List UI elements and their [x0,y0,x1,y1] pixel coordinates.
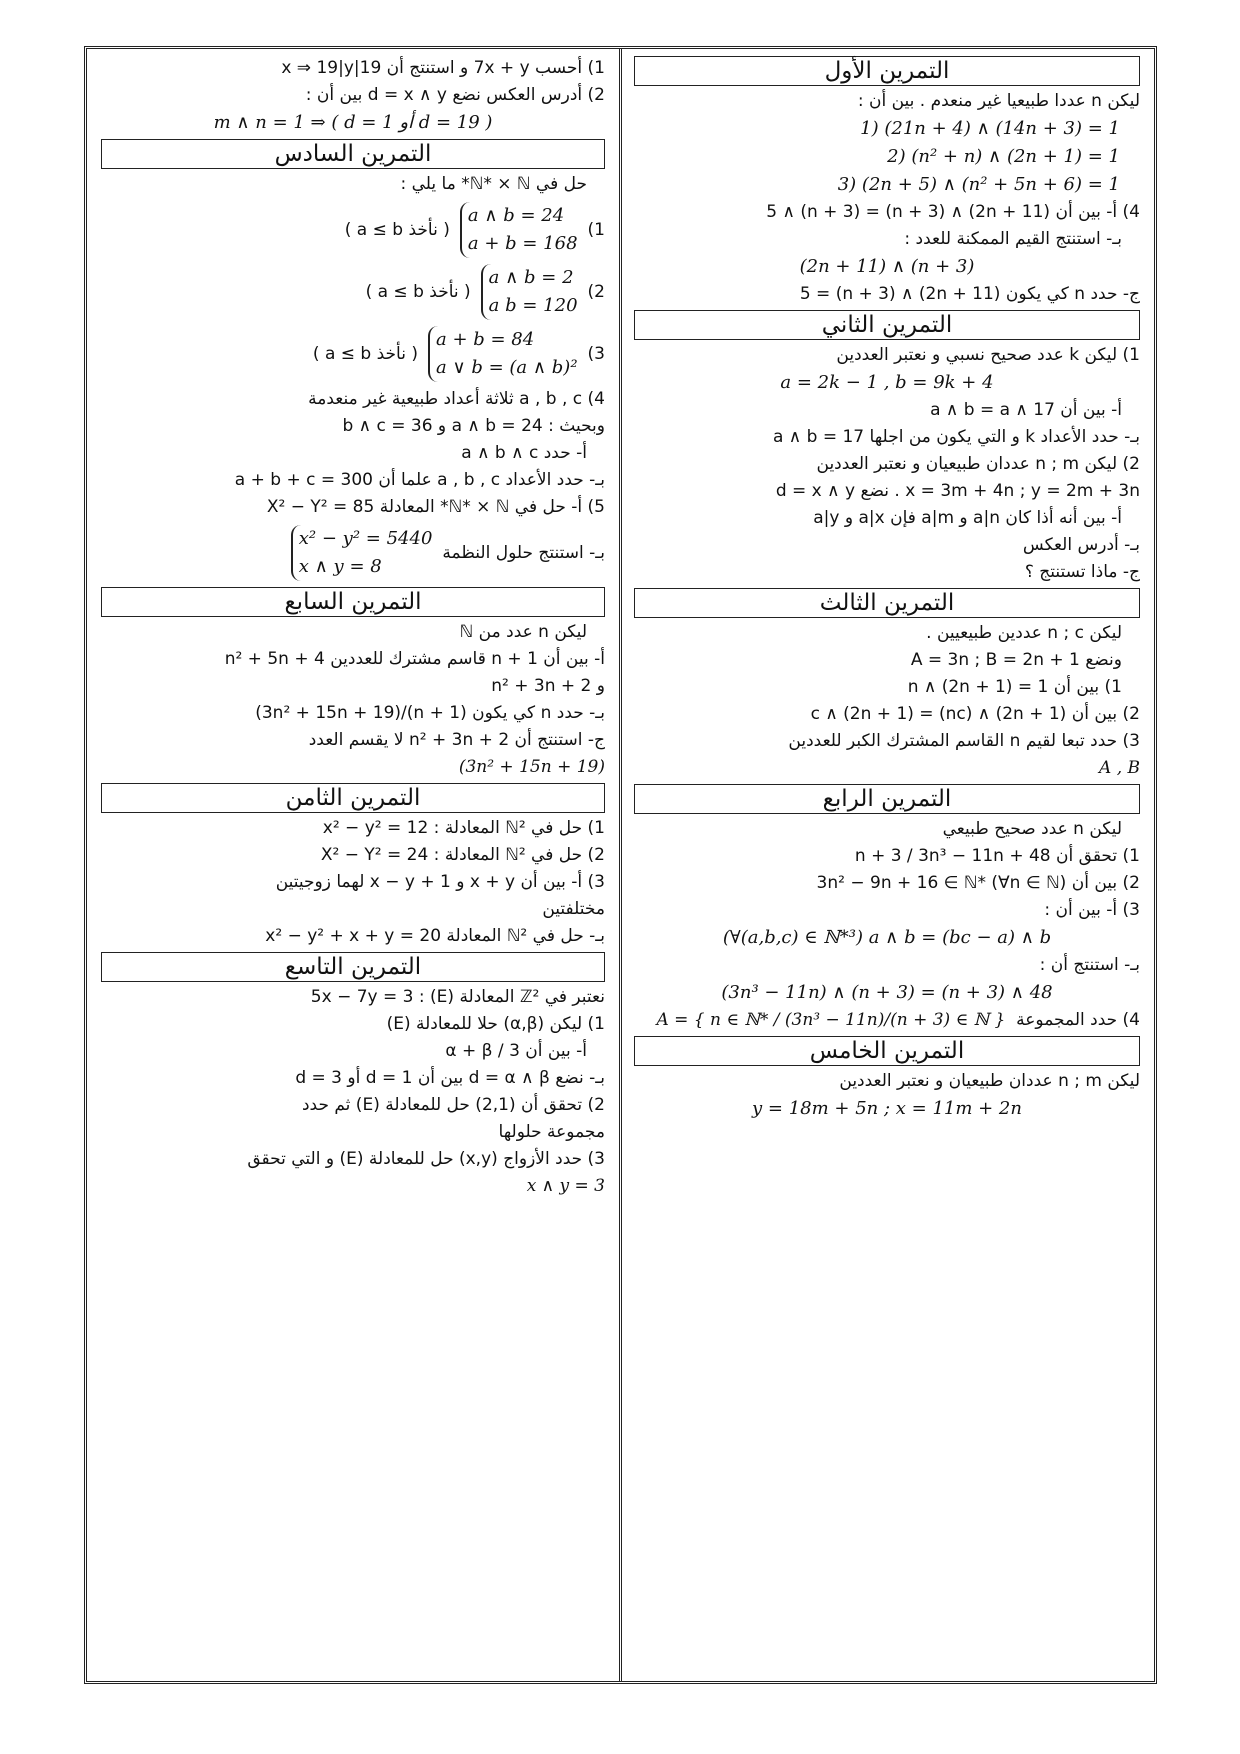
ex4-q4 [634,1009,1140,1032]
ex6-system-5 [101,525,605,581]
ex6-s1 [460,202,578,258]
ex1-item-4: 4) أ- بين أن (2n + 11) ∧ (n + 3) = (n + 3) ∧ 5 [766,202,1140,222]
ex9-q3: 3) حدد الأزواج (x,y) حل للمعادلة (E) و التي تحقق [247,1149,605,1169]
ex6-take-1: ( نأخذ a ≤ b ) [344,220,450,240]
ex6-q4a: أ- حدد a ∧ b ∧ c [461,443,587,463]
ex5-math: y = 18m + 5n ; x = 11m + 2n [752,1098,1022,1119]
left-column [87,49,622,1681]
ex3-q1: 1) بين أن n ∧ (2n + 1) = 1 [907,677,1122,697]
ex4-q3-math: (∀(a,b,c) ∈ ℕ*³) a ∧ b = (bc − a) ∧ b [722,927,1052,948]
ex7-a2: و n² + 3n + 2 [491,676,605,696]
ex5-q2: 2) أدرس العكس نضع d = x ∧ y بين أن : [305,85,605,105]
ex6-n2: 2) [587,282,605,302]
ex6-s5 [291,525,433,581]
ex6-s1-eq2: a + b = 168 [467,233,578,254]
ex3-q2: 2) بين أن c ∧ (2n + 1) = (nc) ∧ (2n + 1) [810,704,1140,724]
ex4-q4-label: 4) حدد المجموعة [1016,1010,1140,1030]
ex8-q3-2: مختلفتين [542,899,605,919]
ex7-c: ج- استنتج أن n² + 3n + 2 لا يقسم العدد [308,730,605,750]
ex1-c: ج- حدد n كي يكون (2n + 11) ∧ (n + 3) = 5 [799,284,1140,304]
ex2-q1: 1) ليكن k عدد صحيح نسبي و نعتبر العددين [836,345,1140,365]
ex3-q3b: A , B [1099,758,1140,778]
ex4-q3b-math: (3n³ − 11n) ∧ (n + 3) = (n + 3) ∧ 48 [721,982,1053,1003]
ex2-q2-math: x = 3m + 4n ; y = 2m + 3n . نضع d = x ∧ y [775,481,1140,501]
ex7-intro: ليكن n عدد من ℕ [459,622,587,642]
ex1-b-math: (2n + 11) ∧ (n + 3) [799,256,975,277]
ex4-q4-math: A = { n ∈ ℕ* / (3n³ − 11n)/(n + 3) ∈ ℕ } [656,1010,1006,1030]
ex6-s2-eq2: a b = 120 [488,295,578,316]
right-column [620,49,1154,1681]
ex9-q2: 2) تحقق أن (2,1) حل للمعادلة (E) ثم حدد [301,1095,605,1115]
ex5-intro: ليكن n ; m عددان طبيعيان و نعتبر العددين [839,1071,1140,1091]
ex1-b: بـ- استنتج القيم الممكنة للعدد : [904,229,1122,249]
ex3-intro: ليكن n ; c عددين طبيعيين . [926,623,1122,643]
ex3-q3: 3) حدد تبعا لقيم n القاسم المشترك الكبر للعددين [788,731,1140,751]
ex9-q1a: أ- بين أن 3 / α + β [445,1041,587,1061]
ex9-q2-2: مجموعة حلولها [498,1122,605,1142]
ex7-c2: (3n² + 15n + 19) [458,757,605,777]
ex8-q3: 3) أ- بين أن x + y و x − y + 1 لهما زوجيتين [275,872,605,892]
ex2-q1b: بـ- حدد الأعداد k و التي يكون من اجلها a ∧ b = 17 [772,427,1140,447]
ex6-take-3: ( نأخذ a ≤ b ) [312,344,418,364]
ex1-intro: ليكن n عددا طبيعيا غير منعدم . بين أن : [857,91,1140,111]
ex6-q4-cond: وبحيث : a ∧ b = 24 و b ∧ c = 36 [342,416,605,436]
ex4-q2: 2) بين أن 3n² − 9n + 16 ∈ ℕ* (∀n ∈ ℕ) [816,873,1140,893]
ex2-q2c: ج- ماذا تستنتج ؟ [1024,562,1140,582]
ex8-q1: 1) حل في ℕ² المعادلة : x² − y² = 12 [322,818,605,838]
ex6-s3-eq1: a + b = 84 [436,329,535,350]
ex6-system-3 [101,326,605,382]
ex6-system-2 [101,264,605,320]
ex9-q1b: بـ- نضع d = α ∧ β بين أن d = 1 أو d = 3 [295,1068,605,1088]
ex6-take-2: ( نأخذ a ≤ b ) [365,282,471,302]
ex8-q2: 2) حل في ℕ² المعادلة : X² − Y² = 24 [320,845,605,865]
ex6-s2 [481,264,578,320]
exercise-6-title: التمرين السادس [101,139,605,169]
ex6-s5-eq2: x ∧ y = 8 [298,556,382,577]
ex6-q5b: بـ- استنتج حلول النظمة [442,543,605,563]
ex6-n3: 3) [587,344,605,364]
ex6-intro: حل في ℕ* × ℕ* ما يلي : [400,174,587,194]
ex9-intro: نعتبر في ℤ² المعادلة (E) : 5x − 7y = 3 [310,987,605,1007]
ex2-q1a: أ- بين أن a ∧ b = a ∧ 17 [930,400,1122,420]
ex9-q1: 1) ليكن (α,β) حلا للمعادلة (E) [386,1014,605,1034]
ex2-q2a: أ- بين أنه أذا كان a|n و a|m فإن a|x و a|y [813,508,1122,528]
ex6-s3 [428,326,578,382]
ex9-q3-math: x ∧ y = 3 [526,1176,605,1196]
ex6-s3-eq2: a ∨ b = (a ∧ b)² [436,357,578,378]
ex2-q2: 2) ليكن n ; m عددان طبيعيان و نعتبر العددين [816,454,1140,474]
ex1-item-1: 1) (21n + 4) ∧ (14n + 3) = 1 [860,118,1120,139]
ex5-q2-math: m ∧ n = 1 ⇒ ( d = 1 أو d = 19 ) [213,112,493,133]
ex7-a: أ- بين أن n + 1 قاسم مشترك للعددين n² + 5n + 4 [224,649,605,669]
ex6-s5-eq1: x² − y² = 5440 [298,528,433,549]
exercise-5-title: التمرين الخامس [634,1036,1140,1066]
exercise-4-title: التمرين الرابع [634,784,1140,814]
exercise-7-title: التمرين السابع [101,587,605,617]
ex4-q3: 3) أ- بين أن : [1044,900,1140,920]
ex2-q2b: بـ- أدرس العكس [1022,535,1140,555]
ex6-s1-eq1: a ∧ b = 24 [467,205,565,226]
exercise-9-title: التمرين التاسع [101,952,605,982]
exercise-3-title: التمرين الثالث [634,588,1140,618]
exercise-1-title: التمرين الأول [634,56,1140,86]
ex1-item-2: 2) (n² + n) ∧ (2n + 1) = 1 [887,146,1120,167]
ex6-n1: 1) [587,220,605,240]
ex3-put: ونضع A = 3n ; B = 2n + 1 [910,650,1122,670]
ex6-q4b: بـ- حدد الأعداد a , b , c علما أن a + b + c = 300 [234,470,605,490]
ex4-q1: 1) تحقق أن n + 3 / 3n³ − 11n + 48 [854,846,1140,866]
ex8-q3b: بـ- حل في ℕ² المعادلة x² − y² + x + y = 20 [265,926,605,946]
ex4-q3b: بـ- استنتج أن : [1039,955,1140,975]
ex2-q1-math: a = 2k − 1 , b = 9k + 4 [780,372,994,393]
ex6-system-1 [101,202,605,258]
ex6-q4: 4) a , b , c ثلاثة أعداد طبيعية غير منعدمة [308,389,605,409]
page-frame [84,46,1157,1684]
ex5-q1: 1) أحسب 7x + y و استنتج أن 19|x ⇒ 19|y [281,58,605,78]
ex1-item-3: 3) (2n + 5) ∧ (n² + 5n + 6) = 1 [837,174,1120,195]
exercise-2-title: التمرين الثاني [634,310,1140,340]
ex4-intro: ليكن n عدد صحيح طبيعي [942,819,1122,839]
exercise-8-title: التمرين الثامن [101,783,605,813]
ex7-b: بـ- حدد n كي يكون (n + 1)/(3n² + 15n + 19) [255,703,605,723]
ex6-q5: 5) أ- حل في ℕ* × ℕ* المعادلة X² − Y² = 85 [266,497,605,517]
ex6-s2-eq1: a ∧ b = 2 [488,267,574,288]
